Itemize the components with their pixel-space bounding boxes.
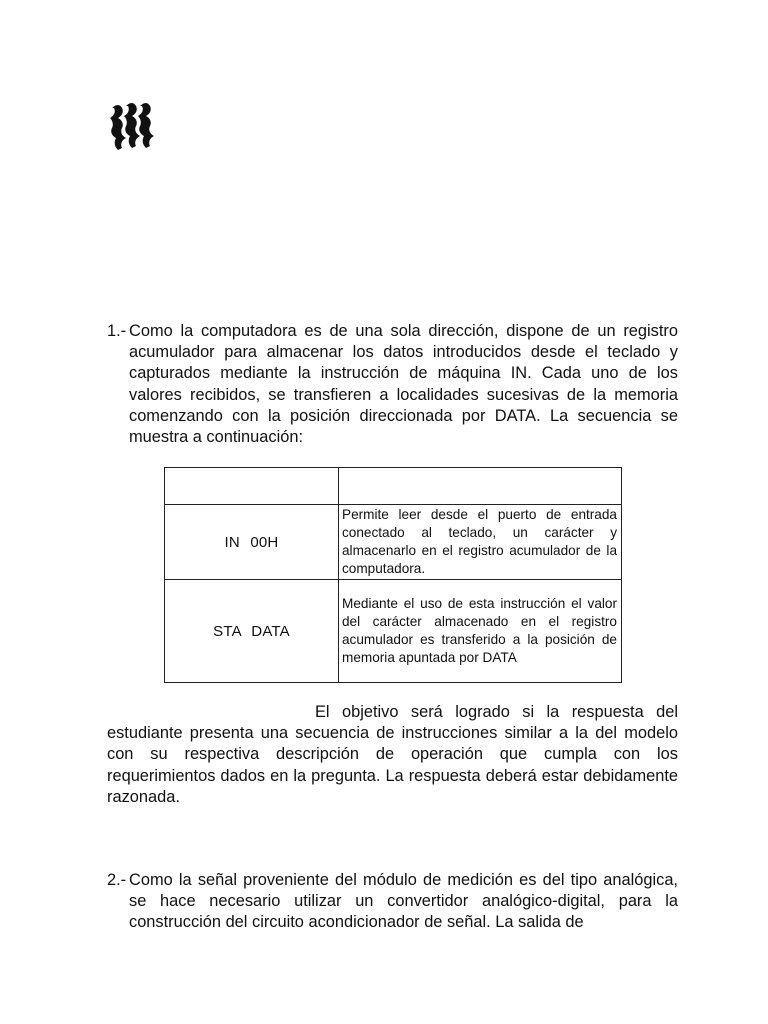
question-1 <box>107 321 678 448</box>
question-1-number: 1.- <box>107 322 127 340</box>
instruction-cell: IN 00H <box>165 505 339 580</box>
description-cell: Permite leer desde el puerto de entrada conectado al teclado, un carácter y almacenarlo en el registro acumulador de la computadora. <box>339 505 622 580</box>
question-2 <box>107 870 678 934</box>
instruction-cell: STA DATA <box>165 580 339 683</box>
table-row <box>165 580 622 683</box>
question-2-text: Como la señal proveniente del módulo de medición es del tipo analógica, se hace necesario utilizar un convertidor analógico-digital, para la construcción del circuito acondicionador de señal. La salida de <box>129 871 678 932</box>
description-cell: Mediante el uso de esta instrucción el valor del carácter almacenado en el registro acumulador es transferido a la posición de memoria apuntada por DATA <box>339 580 622 683</box>
question-1-text: Como la computadora es de una sola dirección, dispone de un registro acumulador para almacenar los datos introducidos desde el teclado y capturados mediante la instrucción de máquina IN. Cada uno de los valores recibidos, se transfieren a localidades sucesivas de la memoria comenzando con la posición direccionada por DATA. La secuencia se muestra a continuación: <box>129 322 678 447</box>
university-logo <box>110 102 158 152</box>
header-cell-description <box>339 468 622 505</box>
instruction-sequence-table <box>164 467 622 683</box>
header-cell-instruction <box>165 468 339 505</box>
objective-paragraph: El objetivo será logrado si la respuesta del estudiante presenta una secuencia de instrucciones similar a la del modelo con su respectiva descripción de operación que cumpla con los requerimientos dados en la pregunta. La respuesta deberá estar debidamente razonada. <box>107 703 678 806</box>
table-row <box>165 505 622 580</box>
question-2-number: 2.- <box>107 871 127 889</box>
table-header-row <box>165 468 622 505</box>
